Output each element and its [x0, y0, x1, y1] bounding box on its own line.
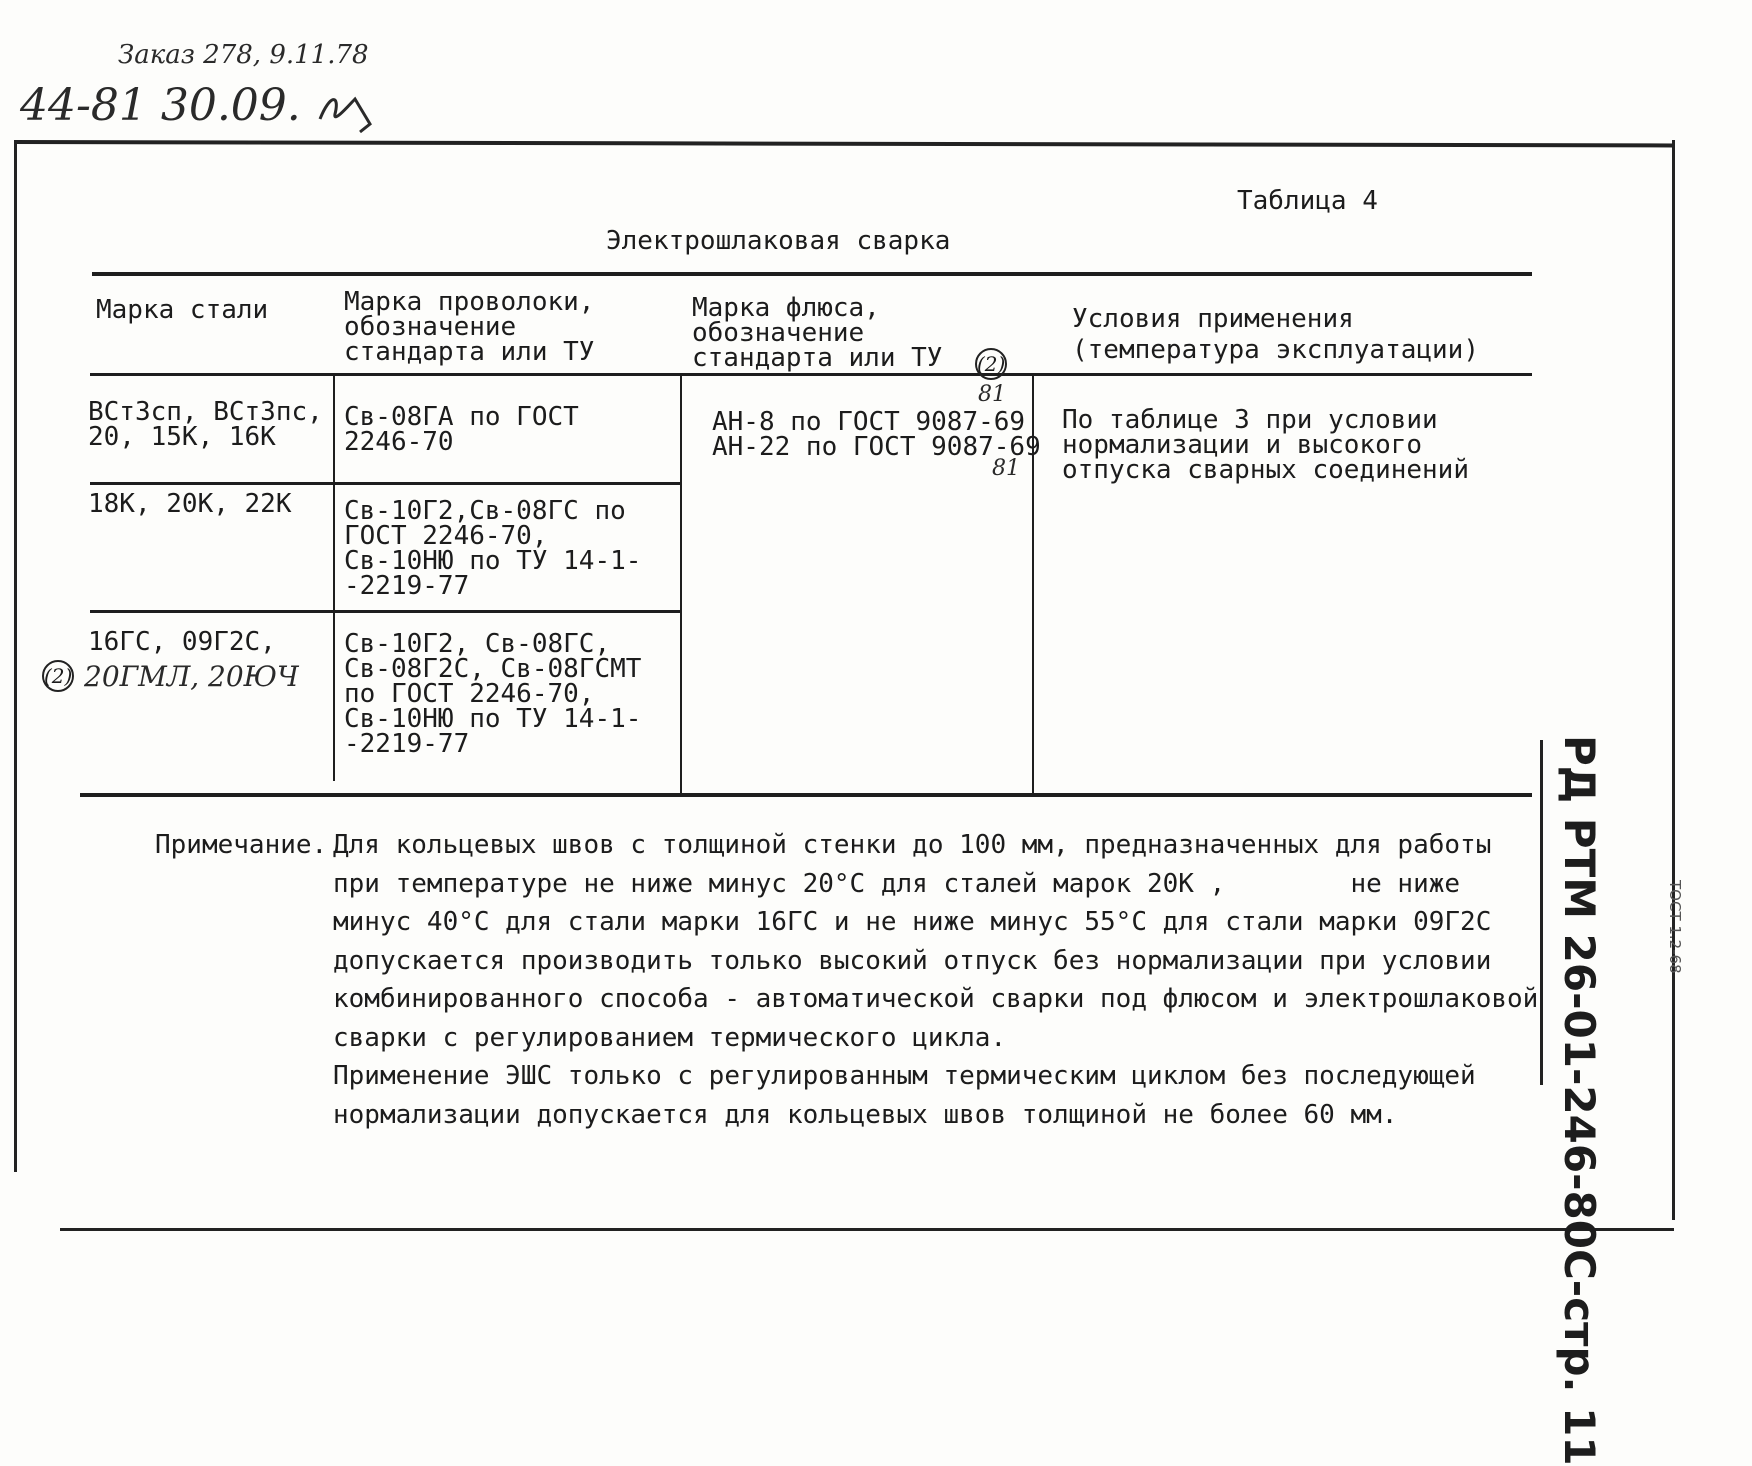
flux-cell: АН-8 по ГОСТ 9087-69 АН-22 по ГОСТ 9087-69: [712, 407, 1041, 462]
revision-mark-2: (2): [975, 348, 1007, 380]
col-divider-1: [333, 376, 335, 781]
signature-icon: [315, 84, 385, 134]
frame-left-border: [14, 142, 17, 1172]
flux-handwritten-81-b: 81: [992, 456, 1020, 481]
col-divider-2: [680, 376, 682, 794]
header-steel: Марка стали: [96, 295, 269, 325]
header-flux: Марка флюса, обозначение стандарта или ТУ: [692, 293, 943, 373]
header-conditions: Условия применения (температура эксплуатации): [1072, 304, 1479, 365]
table-number: Таблица 4: [1237, 186, 1378, 216]
row2-bottom-rule: [90, 610, 680, 613]
row2-steel: 18К, 20К, 22К: [88, 489, 292, 519]
row2-wire: Св-10Г2,Св-08ГС по ГОСТ 2246-70, Св-10НЮ по ТУ 14-1- -2219-77: [344, 496, 642, 601]
revision-mark-row3: (2): [42, 660, 74, 692]
side-stamp-rule: [1540, 740, 1543, 1085]
table-top-rule: [92, 272, 1532, 276]
frame-top-border: [14, 140, 1674, 147]
tiny-side-text: ТОСТ 1.2-68: [1666, 880, 1684, 974]
header-wire: Марка проволоки, обозначение стандарта или ТУ: [344, 287, 595, 367]
table-title: Электрошлаковая сварка: [606, 226, 951, 256]
note-text: Для кольцевых швов с толщиной стенки до 100 мм, предназначенных для работы при температуре не ниже минус 20°С для сталей марок 20К , не ниже минус 40°С для стали марки 16ГС и не ниже минус 55°С для стали марки 09Г2С допускается производить только высокий отпуск без нормализации при условии комбинированного способа - автоматической сварки под флюсом и электрошлаковой сварки с регулированием термического цикла. Применение ЭШС только с регулированным термическим циклом без последующей нормализации допускается для кольцевых швов толщиной не более 60 мм.: [333, 830, 1539, 1130]
frame-bottom-border: [60, 1228, 1674, 1231]
conditions-cell: По таблице 3 при условии нормализации и высокого отпуска сварных соединений: [1062, 405, 1469, 485]
table-bottom-rule: [80, 793, 1532, 797]
handwritten-code-text: 44-81 30.09.: [20, 80, 301, 131]
document-code-stamp: РД РТМ 26-01-246-80С-стр. 11: [1555, 735, 1604, 1466]
row3-wire: Св-10Г2, Св-08ГС, Св-08Г2С, Св-08ГСМТ по ГОСТ 2246-70, Св-10НЮ по ТУ 14-1- -2219-77: [344, 629, 642, 759]
row3-steel-handwritten: 20ГМЛ, 20ЮЧ: [84, 660, 299, 693]
handwritten-code-note: [20, 80, 385, 134]
note-label: Примечание.: [155, 830, 328, 860]
handwritten-order-note: Заказ 278, 9.11.78: [118, 40, 369, 70]
row1-bottom-rule: [90, 482, 680, 485]
row1-wire: Св-08ГА по ГОСТ 2246-70: [344, 402, 579, 457]
flux-handwritten-81-a: 81: [978, 382, 1006, 407]
row3-steel: 16ГС, 09Г2С,: [88, 627, 276, 657]
header-bottom-rule: [90, 373, 1532, 376]
row1-steel: ВСт3сп, ВСт3пс, 20, 15К, 16К: [88, 397, 323, 452]
